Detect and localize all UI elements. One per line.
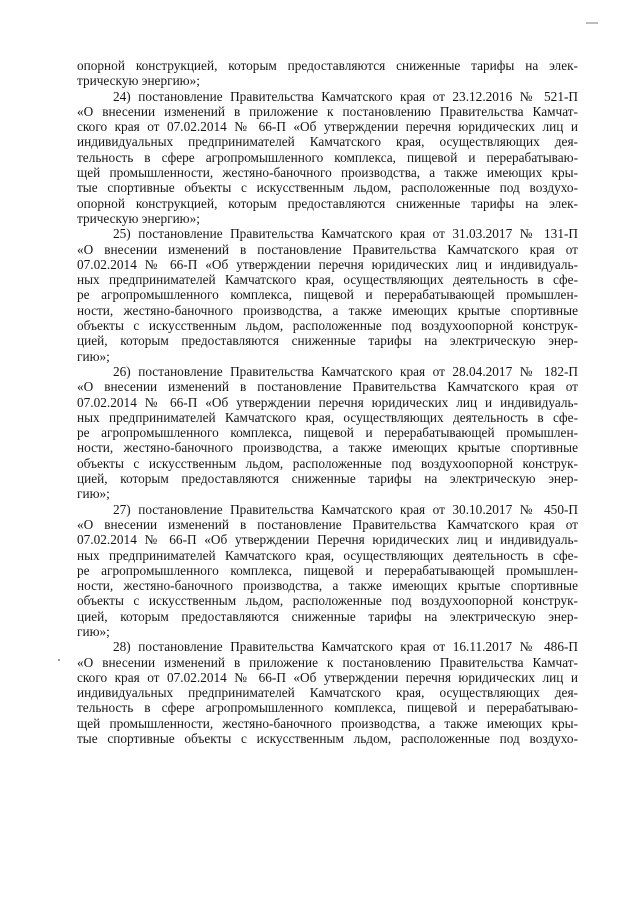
list-item-25 <box>77 226 578 364</box>
list-item-26 <box>77 364 578 502</box>
text-line: объекты с искусственным льдом, расположенные под воздухоопорной конструк- <box>77 455 578 471</box>
text-line: тельность в сфере агропромышленного комплекса, пищевой и перерабатываю- <box>77 700 578 716</box>
text-line: объекты с искусственным льдом, расположенные под воздухоопорной конструк- <box>77 318 578 334</box>
paragraph-continuation <box>77 58 578 89</box>
scan-mark <box>586 22 598 24</box>
text-line: цией, которым предоставляются сниженные тарифы на электрическую энер- <box>77 608 578 624</box>
text-line: тые спортивные объекты с искусственным льдом, расположенные под воздухо- <box>77 180 578 196</box>
text-line: объекты с искусственным льдом, расположенные под воздухоопорной конструк- <box>77 593 578 609</box>
text-line: гию»; <box>77 623 110 639</box>
text-line: ных предпринимателей Камчатского края, осуществляющих деятельность в сфе- <box>77 547 578 563</box>
list-item-27 <box>77 502 578 640</box>
text-line: тые спортивные объекты с искусственным льдом, расположенные под воздухо- <box>77 731 578 747</box>
text-line: опорной конструкцией, которым предоставляются сниженные тарифы на элек- <box>77 195 578 211</box>
text-line: ности, жестяно-баночного производства, а также имеющих крытые спортивные <box>77 440 578 456</box>
text-line: ности, жестяно-баночного производства, а также имеющих крытые спортивные <box>77 302 578 318</box>
text-line: индивидуальных предпринимателей Камчатского края, осуществляющих дея- <box>77 134 578 150</box>
item-heading-line: 24) постановление Правительства Камчатского края от 23.12.2016 № 521-П <box>113 88 578 104</box>
list-item-28 <box>77 639 578 746</box>
item-heading-line: 25) постановление Правительства Камчатского края от 31.03.2017 № 131-П <box>113 226 578 242</box>
text-line: щей промышленности, жестяно-баночного производства, а также имеющих кры- <box>77 715 578 731</box>
text-line: ре агропромышленного комплекса, пищевой и перерабатывающей промышлен- <box>77 562 578 578</box>
text-line: «О внесении изменений в приложение к постановлению Правительства Камчат- <box>77 103 578 119</box>
text-line: ского края от 07.02.2014 № 66-П «Об утверждении перечня юридических лиц и <box>77 669 578 685</box>
text-line: 07.02.2014 № 66-П «Об утверждении перечня юридических лиц и индивидуаль- <box>77 256 578 272</box>
text-line: трическую энергию»; <box>77 73 200 89</box>
text-line: опорной конструкцией, которым предоставляются сниженные тарифы на элек- <box>77 58 578 73</box>
text-line: ре агропромышленного комплекса, пищевой и перерабатывающей промышлен- <box>77 287 578 303</box>
item-heading-line: 26) постановление Правительства Камчатского края от 28.04.2017 № 182-П <box>113 363 578 379</box>
document-body <box>77 58 578 746</box>
text-line: «О внесении изменений в постановление Правительства Камчатского края от <box>77 241 578 257</box>
text-line: гию»; <box>77 486 110 502</box>
text-line: трическую энергию»; <box>77 210 200 226</box>
text-line: цией, которым предоставляются сниженные тарифы на электрическую энер- <box>77 471 578 487</box>
text-line: ре агропромышленного комплекса, пищевой и перерабатывающей промышлен- <box>77 425 578 441</box>
text-line: цией, которым предоставляются сниженные тарифы на электрическую энер- <box>77 333 578 349</box>
text-line: ных предпринимателей Камчатского края, осуществляющих деятельность в сфе- <box>77 409 578 425</box>
text-line: ности, жестяно-баночного производства, а также имеющих крытые спортивные <box>77 578 578 594</box>
text-line: тельность в сфере агропромышленного комплекса, пищевой и перерабатываю- <box>77 149 578 165</box>
text-line: 07.02.2014 № 66-П «Об утверждении Перечня юридических лиц и индивидуаль- <box>77 532 578 548</box>
scan-speck <box>58 659 60 661</box>
text-line: ных предпринимателей Камчатского края, осуществляющих деятельность в сфе- <box>77 272 578 288</box>
text-line: «О внесении изменений в постановление Правительства Камчатского края от <box>77 516 578 532</box>
text-line: щей промышленности, жестяно-баночного производства, а также имеющих кры- <box>77 165 578 181</box>
text-line: 07.02.2014 № 66-П «Об утверждении перечня юридических лиц и индивидуаль- <box>77 394 578 410</box>
item-heading-line: 27) постановление Правительства Камчатского края от 30.10.2017 № 450-П <box>113 501 578 517</box>
text-line: индивидуальных предпринимателей Камчатского края, осуществляющих дея- <box>77 685 578 701</box>
text-line: «О внесении изменений в постановление Правительства Камчатского края от <box>77 379 578 395</box>
text-line: «О внесении изменений в приложение к постановлению Правительства Камчат- <box>77 654 578 670</box>
list-item-24 <box>77 89 578 227</box>
item-heading-line: 28) постановление Правительства Камчатского края от 16.11.2017 № 486-П <box>113 639 578 655</box>
text-line: гию»; <box>77 348 110 364</box>
text-line: ского края от 07.02.2014 № 66-П «Об утверждении перечня юридических лиц и <box>77 119 578 135</box>
